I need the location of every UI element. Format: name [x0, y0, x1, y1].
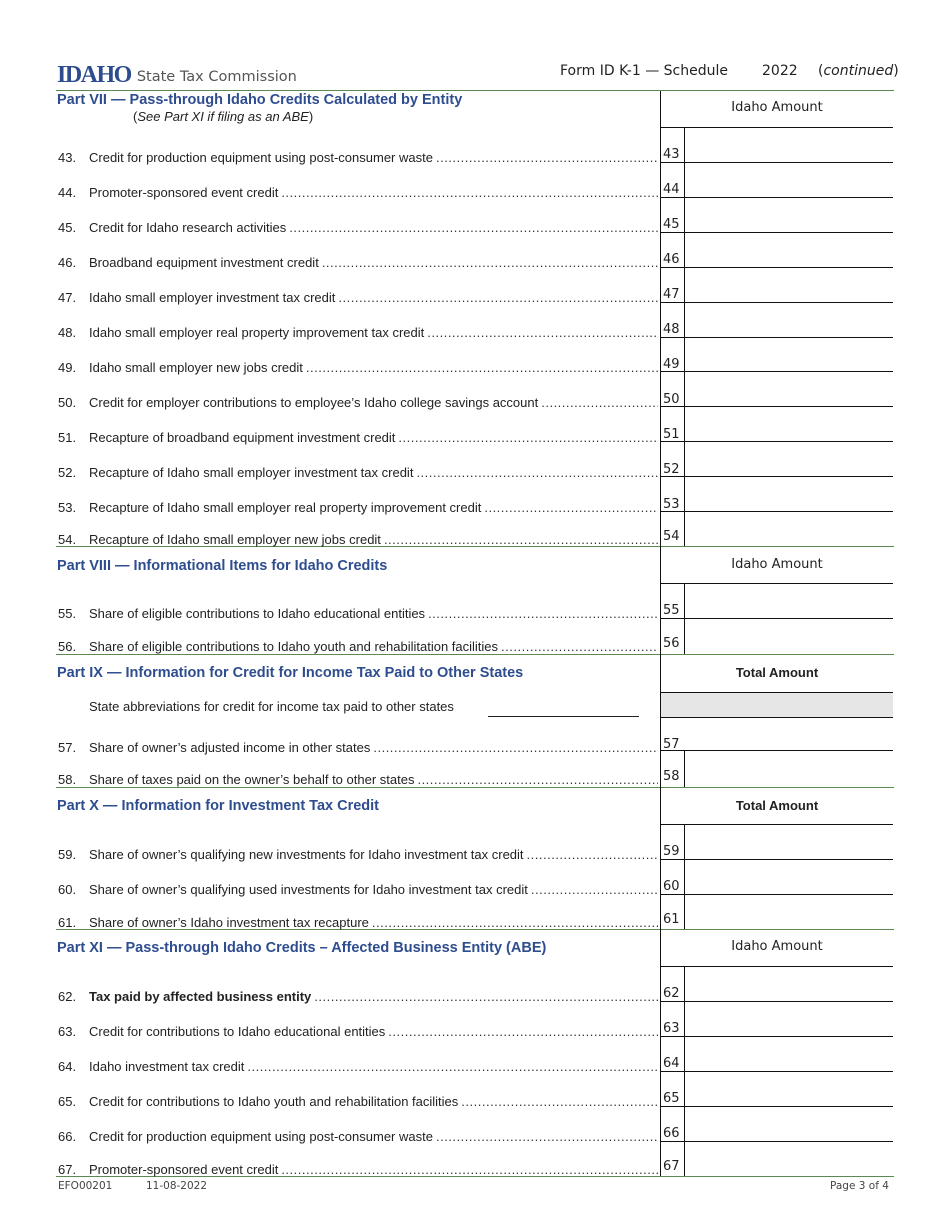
form-line-59	[58, 842, 658, 862]
amount-rule	[661, 618, 893, 619]
line-number: 63.	[58, 1024, 77, 1039]
line-box-number: 64	[663, 1056, 680, 1071]
amount-rule	[661, 1106, 893, 1107]
line-box-number: 44	[663, 182, 680, 197]
leader-dots	[388, 1024, 658, 1039]
form-line-66	[58, 1124, 658, 1144]
part-vii-title: Part VII — Pass-through Idaho Credits Calculated by Entity	[57, 92, 463, 108]
leader-dots	[384, 532, 658, 547]
part-ix-column-head: Total Amount	[735, 665, 819, 680]
part-xi-title: Part XI — Pass-through Idaho Credits – Affected Business Entity (ABE)	[57, 940, 547, 956]
form-title: Form ID K-1 — Schedule	[560, 63, 728, 79]
logo-text: State Tax Commission	[136, 69, 297, 85]
line-box-number: 53	[663, 497, 680, 512]
shaded-cell	[661, 692, 893, 717]
line-box-number: 55	[663, 603, 680, 618]
form-line-53	[58, 495, 658, 515]
form-line-46	[58, 250, 658, 270]
section-rule	[56, 654, 894, 655]
amount-input-44[interactable]	[685, 166, 893, 200]
line-number: 47.	[58, 290, 77, 305]
amount-input-58[interactable]	[685, 753, 893, 787]
amount-rule	[661, 476, 893, 477]
box-divider	[684, 966, 685, 1176]
line-number: 64.	[58, 1059, 77, 1074]
line-label: Idaho small employer investment tax credit	[89, 290, 336, 305]
leader-dots	[281, 185, 658, 200]
line-label: Recapture of Idaho small employer real property improvement credit	[89, 500, 482, 515]
leader-dots	[501, 639, 658, 654]
line-number: 48.	[58, 325, 77, 340]
amount-input-51[interactable]	[685, 411, 893, 445]
box-divider	[684, 583, 685, 654]
line-box-number: 45	[663, 217, 680, 232]
amount-input-47[interactable]	[685, 271, 893, 305]
part-ix-title: Part IX — Information for Credit for Income Tax Paid to Other States	[57, 665, 524, 681]
form-line-62	[58, 984, 658, 1004]
line-label: Idaho investment tax credit	[89, 1059, 245, 1074]
amount-rule	[661, 441, 893, 442]
amount-rule	[661, 966, 893, 967]
state-abbreviations-input[interactable]	[488, 716, 639, 717]
amount-rule	[661, 162, 893, 163]
line-label: Credit for production equipment using post-consumer waste	[89, 1129, 433, 1144]
amount-rule	[661, 371, 893, 372]
line-box-number: 52	[663, 462, 680, 477]
form-line-51	[58, 425, 658, 445]
amount-input-66[interactable]	[685, 1110, 893, 1144]
line-box-number: 57	[663, 737, 680, 752]
logo-mark: IDAHO	[57, 62, 131, 88]
amount-input-50[interactable]	[685, 376, 893, 410]
line-box-number: 61	[663, 912, 680, 927]
line-label: Share of owner’s adjusted income in other states	[89, 740, 371, 755]
line-box-number: 46	[663, 252, 680, 267]
part-vii-subtitle-text: See Part XI if filing as an ABE	[137, 109, 309, 124]
line-label: Idaho small employer new jobs credit	[89, 360, 303, 375]
line-box-number: 56	[663, 636, 680, 651]
form-line-64	[58, 1054, 658, 1074]
line-label: Share of eligible contributions to Idaho youth and rehabilitation facilities	[89, 639, 499, 654]
amount-input-54[interactable]	[685, 513, 893, 547]
amount-input-64[interactable]	[685, 1040, 893, 1074]
line-number: 58.	[58, 772, 77, 787]
line-number: 51.	[58, 430, 77, 445]
amount-input-60[interactable]	[685, 863, 893, 897]
amount-rule	[661, 859, 893, 860]
page-number: Page 3 of 4	[830, 1180, 889, 1192]
part-viii-title: Part VIII — Informational Items for Idaho Credits	[57, 558, 388, 574]
amount-rule	[661, 267, 893, 268]
box-divider	[684, 127, 685, 546]
amount-input-59[interactable]	[685, 828, 893, 862]
part-x-title: Part X — Information for Investment Tax Credit	[57, 798, 380, 814]
line-number: 46.	[58, 255, 77, 270]
leader-dots	[322, 255, 658, 270]
line-label: Credit for production equipment using post-consumer waste	[89, 150, 433, 165]
line-box-number: 63	[663, 1021, 680, 1036]
line-number: 44.	[58, 185, 77, 200]
line-box-number: 50	[663, 392, 680, 407]
leader-dots	[289, 220, 658, 235]
line-box-number: 47	[663, 287, 680, 302]
amount-input-45[interactable]	[685, 201, 893, 235]
idaho-logo	[57, 62, 297, 86]
form-line-60	[58, 877, 658, 897]
line-box-number: 58	[663, 769, 680, 784]
leader-dots	[427, 325, 658, 340]
form-line-67	[58, 1157, 658, 1177]
line-box-number: 54	[663, 529, 680, 544]
amount-input-52[interactable]	[685, 446, 893, 480]
amount-input-67[interactable]	[685, 1143, 893, 1177]
line-label: Share of owner’s Idaho investment tax recapture	[89, 915, 369, 930]
form-line-55	[58, 601, 658, 621]
amount-rule	[661, 197, 893, 198]
form-year: 2022	[762, 63, 798, 79]
line-label: Share of owner’s qualifying new investments for Idaho investment tax credit	[89, 847, 524, 862]
amount-input-65[interactable]	[685, 1075, 893, 1109]
leader-dots	[461, 1094, 658, 1109]
leader-dots	[373, 740, 658, 755]
form-line-63	[58, 1019, 658, 1039]
amount-rule	[661, 232, 893, 233]
line-number: 66.	[58, 1129, 77, 1144]
form-line-57	[58, 735, 658, 755]
line-number: 56.	[58, 639, 77, 654]
leader-dots	[281, 1162, 658, 1177]
line-label: Promoter-sponsored event credit	[89, 1162, 279, 1177]
part-vii-column-head: Idaho Amount	[731, 100, 823, 115]
amount-input-61[interactable]	[685, 896, 893, 930]
amount-rule	[661, 824, 893, 825]
amount-input-62[interactable]	[685, 970, 893, 1004]
line-label: Idaho small employer real property improvement tax credit	[89, 325, 425, 340]
line-number: 45.	[58, 220, 77, 235]
amount-rule	[661, 337, 893, 338]
part-vii-subtitle: (See Part XI if filing as an ABE)	[133, 109, 314, 124]
line-number: 67.	[58, 1162, 77, 1177]
line-box-number: 66	[663, 1126, 680, 1141]
leader-dots	[416, 465, 658, 480]
amount-rule	[661, 1001, 893, 1002]
line-box-number: 49	[663, 357, 680, 372]
form-line-65	[58, 1089, 658, 1109]
amount-input-43[interactable]	[685, 131, 893, 165]
leader-dots	[428, 606, 658, 621]
line-number: 49.	[58, 360, 77, 375]
leader-dots	[372, 915, 658, 930]
leader-dots	[398, 430, 658, 445]
amount-rule	[661, 894, 893, 895]
amount-input-46[interactable]	[685, 236, 893, 270]
amount-input-49[interactable]	[685, 341, 893, 375]
line-box-number: 43	[663, 147, 680, 162]
line-label: Share of owner’s qualifying used investments for Idaho investment tax credit	[89, 882, 528, 897]
amount-rule	[661, 583, 893, 584]
part-viii-column-head: Idaho Amount	[731, 557, 823, 572]
line-box-number: 59	[663, 844, 680, 859]
amount-input-48[interactable]	[685, 306, 893, 340]
form-line-43	[58, 145, 658, 165]
box-divider	[684, 750, 685, 787]
leader-dots	[338, 290, 658, 305]
line-label: Credit for employer contributions to employee’s Idaho college savings account	[89, 395, 539, 410]
line-label: Credit for contributions to Idaho educational entities	[89, 1024, 386, 1039]
line-box-number: 62	[663, 986, 680, 1001]
line-number: 57.	[58, 740, 77, 755]
form-line-50	[58, 390, 658, 410]
leader-dots	[436, 1129, 658, 1144]
line-label: Credit for Idaho research activities	[89, 220, 287, 235]
line-label: Broadband equipment investment credit	[89, 255, 319, 270]
amount-column-border	[660, 91, 661, 1176]
amount-rule	[661, 511, 893, 512]
line-number: 59.	[58, 847, 77, 862]
amount-rule	[661, 692, 893, 693]
line-box-number: 51	[663, 427, 680, 442]
line-label: Tax paid by affected business entity	[89, 989, 312, 1004]
amount-rule	[661, 127, 893, 128]
leader-dots	[527, 847, 658, 862]
line-number: 55.	[58, 606, 77, 621]
form-line-52	[58, 460, 658, 480]
amount-rule	[661, 750, 893, 751]
line-number: 54.	[58, 532, 77, 547]
line-number: 50.	[58, 395, 77, 410]
form-line-45	[58, 215, 658, 235]
form-line-48	[58, 320, 658, 340]
line-label: Share of taxes paid on the owner’s behalf to other states	[89, 772, 415, 787]
line-number: 52.	[58, 465, 77, 480]
form-line-58	[58, 767, 658, 787]
form-code: EFO00201	[58, 1180, 113, 1192]
leader-dots	[484, 500, 658, 515]
form-line-44	[58, 180, 658, 200]
leader-dots	[314, 989, 658, 1004]
amount-rule	[661, 1071, 893, 1072]
amount-rule	[661, 1141, 893, 1142]
continued-text: continued	[823, 63, 894, 79]
line-label: Recapture of broadband equipment investment credit	[89, 430, 396, 445]
part-x-column-head: Total Amount	[735, 798, 819, 813]
section-rule	[56, 787, 894, 788]
amount-input-56[interactable]	[685, 620, 893, 654]
line-number: 43.	[58, 150, 77, 165]
line-label: Recapture of Idaho small employer new jobs credit	[89, 532, 381, 547]
amount-rule	[661, 302, 893, 303]
form-date: 11-08-2022	[146, 1180, 208, 1192]
line-box-number: 48	[663, 322, 680, 337]
line-label: Share of eligible contributions to Idaho educational entities	[89, 606, 426, 621]
amount-input-55[interactable]	[685, 587, 893, 621]
leader-dots	[541, 395, 658, 410]
form-line-61	[58, 910, 658, 930]
form-line-54	[58, 527, 658, 547]
line-label: Credit for contributions to Idaho youth and rehabilitation facilities	[89, 1094, 459, 1109]
line-number: 60.	[58, 882, 77, 897]
section-rule	[56, 90, 894, 91]
form-line-49	[58, 355, 658, 375]
line-number: 53.	[58, 500, 77, 515]
line-label: Promoter-sponsored event credit	[89, 185, 279, 200]
leader-dots	[531, 882, 658, 897]
line-number: 61.	[58, 915, 77, 930]
line-box-number: 67	[663, 1159, 680, 1174]
amount-rule	[661, 406, 893, 407]
leader-dots	[436, 150, 658, 165]
line-number: 65.	[58, 1094, 77, 1109]
state-abbreviations-label: State abbreviations for credit for income tax paid to other states	[89, 699, 454, 714]
line-box-number: 60	[663, 879, 680, 894]
continued-note: (continued)	[818, 63, 899, 79]
leader-dots	[306, 360, 658, 375]
amount-rule	[661, 1036, 893, 1037]
amount-input-63[interactable]	[685, 1005, 893, 1039]
line-box-number: 65	[663, 1091, 680, 1106]
leader-dots	[247, 1059, 658, 1074]
leader-dots	[417, 772, 658, 787]
form-line-47	[58, 285, 658, 305]
amount-rule	[661, 717, 893, 718]
line-number: 62.	[58, 989, 77, 1004]
part-xi-column-head: Idaho Amount	[731, 939, 823, 954]
amount-input-53[interactable]	[685, 481, 893, 515]
line-label: Recapture of Idaho small employer investment tax credit	[89, 465, 414, 480]
box-divider	[684, 824, 685, 929]
form-line-56	[58, 634, 658, 654]
